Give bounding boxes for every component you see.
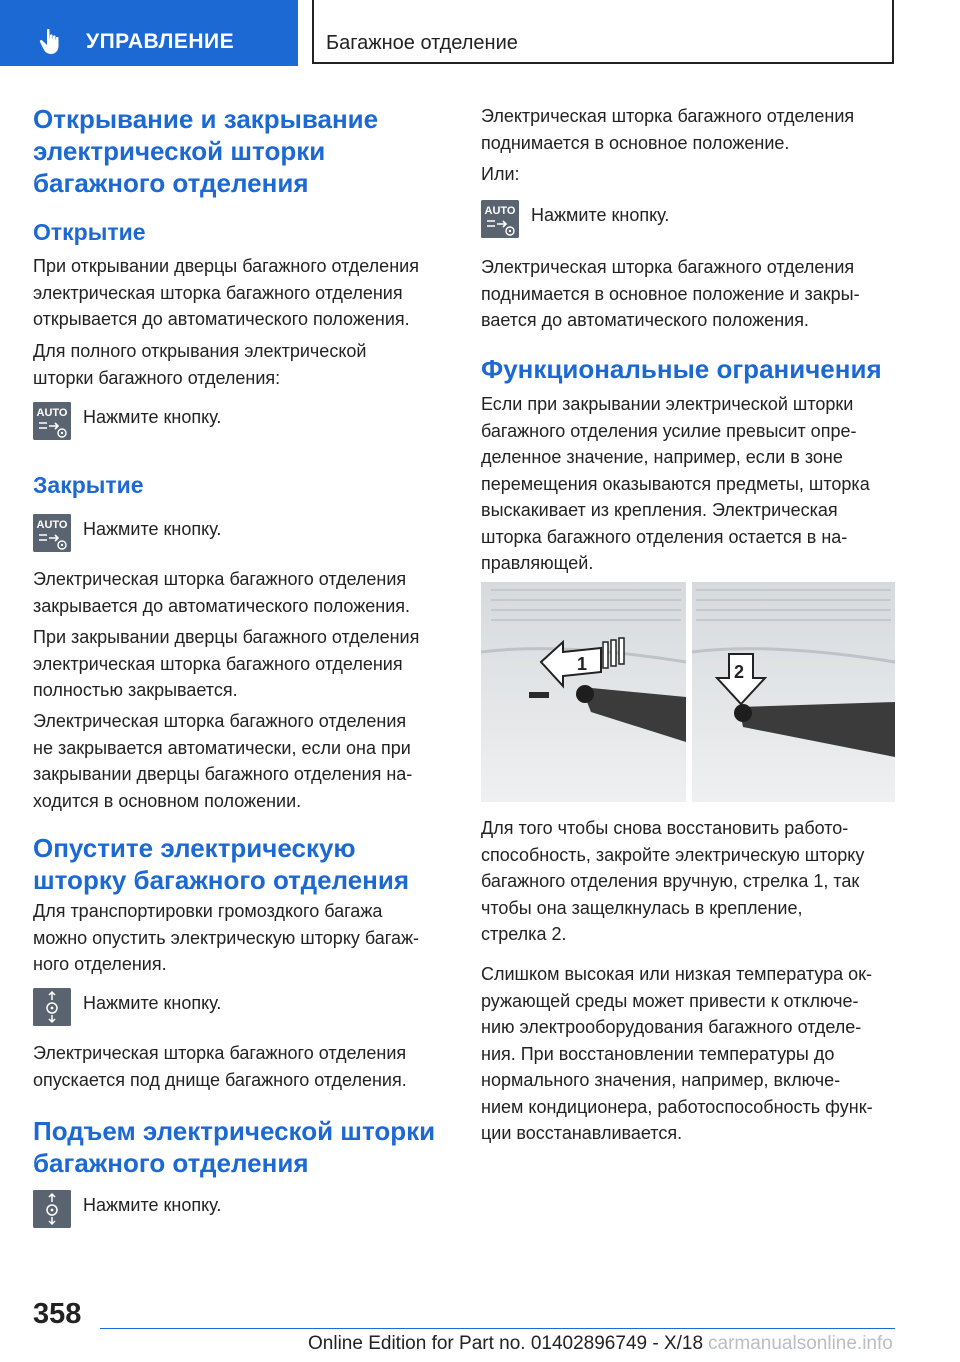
cover-reattach-illustration	[481, 582, 895, 802]
instruction-press-raise	[33, 1190, 445, 1234]
section-heading-limits: Функциональные ограничения	[481, 354, 882, 384]
paragraph-or: Или:	[481, 164, 520, 184]
instruction-press-auto-1	[33, 402, 445, 446]
section-heading-open-close: Открывание и закрывание электрической шторки багажного отделения	[33, 104, 379, 198]
instruction-press-lower	[33, 988, 445, 1032]
instruction-press-auto-3	[481, 200, 895, 244]
paragraph-temperature: Слишком высокая или низкая температура ок- ружающей среды может привести к отключе- нию электрооборудования багажного отделе- ния. При восстановлении температуры до нормального значения, например, включе- нием кондиционера, работоспособность функ- ции восстанавливается.	[481, 964, 873, 1143]
subheading-open: Открытие	[33, 219, 146, 245]
paragraph-close-3: Электрическая шторка багажного отделения не закрывается автоматически, если она при закрывании дверцы багажного отделения на- ходится в основном положении.	[33, 711, 413, 811]
auto-cover-button-icon	[33, 402, 71, 440]
paragraph-close-1: Электрическая шторка багажного отделения закрывается до автоматического положения.	[33, 569, 411, 616]
auto-cover-button-icon	[481, 200, 519, 238]
paragraph-restore: Для того чтобы снова восстановить работо- способность, закройте электрическую шторку багажного отделения вручную, стрелка 1, так чтобы она защелкнулась в крепление, стрелка 2.	[481, 818, 865, 944]
page-number: 358	[33, 1298, 82, 1330]
press-button-text: Нажмите кнопку.	[83, 519, 222, 539]
paragraph-limits: Если при закрывании электрической шторки багажного отделения усилие превысит опре- деленное значение, например, если в зоне перемещения оказываются предметы, шторка выскакивает из крепления. Электрическая шторка багажного отделения остается в на- правляющей.	[481, 394, 870, 573]
paragraph-raise-1: Электрическая шторка багажного отделения поднимается в основное положение.	[481, 106, 855, 153]
press-button-text: Нажмите кнопку.	[83, 407, 222, 427]
press-button-text: Нажмите кнопку.	[83, 993, 222, 1013]
footer-rule	[100, 1328, 895, 1329]
chapter-tab	[0, 0, 298, 66]
svg-text:AUTO: AUTO	[36, 519, 68, 531]
paragraph-lower-1: Для транспортировки громоздкого багажа можно опустить электрическую шторку багаж- ного отделения.	[33, 901, 420, 974]
arrow-2-label: 2	[734, 662, 745, 682]
hand-control-icon	[36, 26, 66, 56]
press-button-text: Нажмите кнопку.	[83, 1195, 222, 1215]
arrow-1-label: 1	[577, 654, 588, 674]
auto-cover-button-icon	[33, 514, 71, 552]
paragraph-open-2: Для полного открывания электрической шторки багажного отделения:	[33, 341, 367, 388]
edition-text: Online Edition for Part no. 01402896749 - X/18	[308, 1333, 704, 1354]
svg-text:AUTO: AUTO	[484, 205, 516, 217]
subheading-close: Закрытие	[33, 472, 144, 498]
press-button-text: Нажмите кнопку.	[531, 205, 670, 225]
cover-up-down-button-icon	[33, 1190, 71, 1228]
section-heading-raise: Подъем электрической шторки багажного отделения	[33, 1116, 436, 1178]
paragraph-raise-2: Электрическая шторка багажного отделения поднимается в основное положение и закры- вается до автоматического положения.	[481, 257, 860, 330]
svg-text:AUTO: AUTO	[36, 407, 68, 419]
chapter-title: УПРАВЛЕНИЕ	[86, 30, 235, 53]
paragraph-open-1: При открывании дверцы багажного отделения электрическая шторка багажного отделения открывается до автоматического положения.	[33, 256, 419, 329]
section-heading-lower: Опустите электрическую шторку багажного отделения	[33, 833, 410, 895]
watermark-text: carmanualsonline.info	[708, 1333, 893, 1354]
section-title: Багажное отделение	[326, 32, 518, 54]
instruction-press-auto-2	[33, 514, 445, 558]
paragraph-lower-2: Электрическая шторка багажного отделения опускается под днище багажного отделения.	[33, 1043, 407, 1090]
cover-up-down-button-icon	[33, 988, 71, 1026]
paragraph-close-2: При закрывании дверцы багажного отделения электрическая шторка багажного отделения полностью закрывается.	[33, 627, 420, 700]
